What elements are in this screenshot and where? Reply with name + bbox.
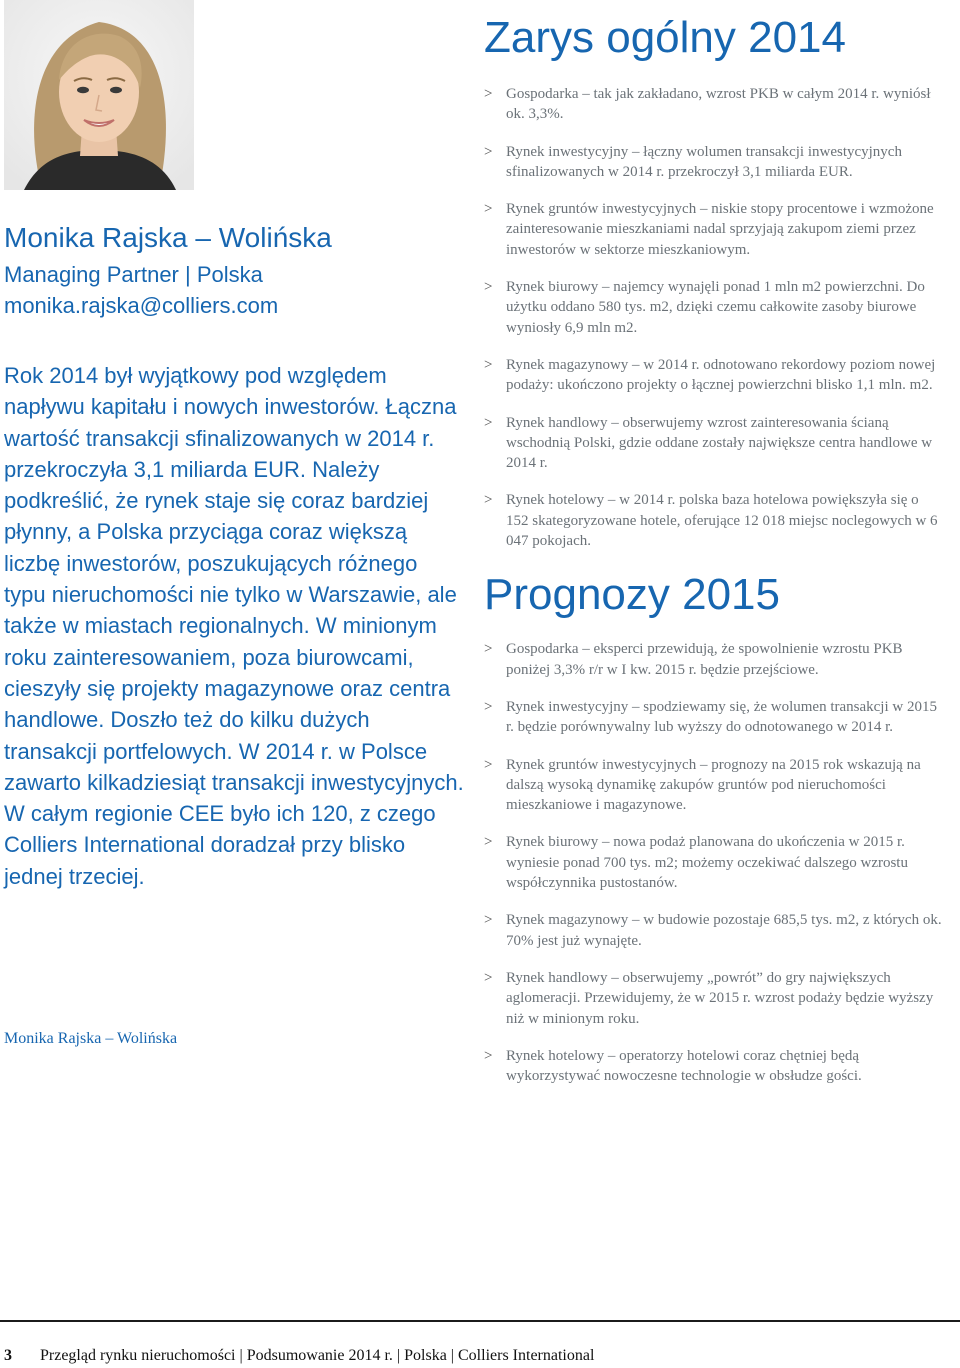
forecast-title: Prognozy 2015 (484, 570, 780, 620)
bullet-arrow-icon: > (484, 414, 493, 431)
bullet-arrow-icon: > (484, 279, 493, 296)
portrait-photo (4, 0, 194, 190)
profile-role: Managing Partner | Polska (4, 262, 263, 287)
bullet-arrow-icon: > (484, 143, 493, 160)
overview-title: Zarys ogólny 2014 (484, 13, 846, 62)
list-item: > Gospodarka – eksperci przewidują, że spowolnienie wzrostu PKB poniżej 3,3% r/r w I kw. 2015 r. będzie przejściowe. (484, 641, 903, 678)
list-item: > Gospodarka – tak jak zakładano, wzrost PKB w całym 2014 r. wyniósł ok. 3,3%. (484, 86, 931, 123)
list-item: > Rynek inwestycyjny – łączny wolumen transakcji inwestycyjnych sfinalizowanych w 2014 r. przekroczył 3,1 miliarda EUR. (484, 143, 902, 180)
list-item: > Rynek magazynowy – w 2014 r. odnotowano rekordowy poziom nowej podaży: ukończono projekty o łącznej powierzchni blisko 1,1 mln. m2. (484, 356, 936, 394)
bullet-arrow-icon: > (484, 201, 493, 218)
right-column (484, 12, 944, 1103)
page-number: 3 (4, 1347, 12, 1364)
forecast-list (484, 639, 944, 1086)
bullet-arrow-icon: > (484, 834, 493, 851)
quote-text: Rok 2014 był wyjątkowy pod względem napływu kapitału i nowych inwestorów. Łączna wartość transakcji sfinalizowanych w 2014 r. przekroczyła 3,1 miliarda EUR. Należy podkreślić, że rynek staje się coraz bardziej płynny, a Polska przyciąga coraz większą liczbę inwestorów, poszukujących różnego typu nieruchomości nie tylko w Warszawie, ale także w miastach regionalnych. W minionym roku zainteresowaniem, poza biurowcami, cieszyły się projekty magazynowe oraz centra handlowe. Doszło też do kilku dużych transakcji portfelowych. W 2014 r. w Polsce zawarto kilkadziesiąt transakcji inwestycyjnych. W całym regionie CEE było ich 120, z czego Colliers International doradzał przy blisko jednej trzeciej. (4, 363, 464, 889)
bullet-arrow-icon: > (484, 641, 493, 658)
list-item: > Rynek magazynowy – w budowie pozostaje 685,5 tys. m2, z których ok. 70% jest już wynajęte. (484, 912, 942, 949)
footer-divider (0, 1320, 960, 1322)
portrait-illustration (4, 0, 194, 190)
list-item: > Rynek inwestycyjny – spodziewamy się, że wolumen transakcji w 2015 r. będzie porównywalny lub wyższy do odnotowanego w 2014 r. (484, 698, 937, 736)
bullet-arrow-icon: > (484, 756, 493, 773)
bullet-arrow-icon: > (484, 356, 493, 373)
bullet-arrow-icon: > (484, 1047, 493, 1064)
profile-email[interactable]: monika.rajska@colliers.com (4, 293, 279, 318)
list-item: > Rynek hotelowy – operatorzy hotelowi coraz chętniej będą wykorzystywać nowoczesne technologie w obsłudze gości. (484, 1047, 862, 1085)
bullet-arrow-icon: > (484, 698, 493, 715)
list-item: > Rynek biurowy – nowa podaż planowana do ukończenia w 2015 r. wyniesie ponad 700 tys. m2; możemy oczekiwać dalszego wzrostu współczynnika pustostanów. (484, 834, 908, 892)
list-item: > Rynek handlowy – obserwujemy wzrost zainteresowania ścianą wschodnią Polski, gdzie oddane zostały największe centra handlowe w 2014 r. (484, 414, 933, 472)
list-item: > Rynek hotelowy – w 2014 r. polska baza hotelowa powiększyła się o 152 skategoryzowane hotele, oferujące 12 018 miejsc noclegowych w 6 047 pokojach. (484, 492, 938, 550)
bullet-arrow-icon: > (484, 492, 493, 509)
list-item: > Rynek gruntów inwestycyjnych – prognozy na 2015 rok wskazują na dalszą wysoką dynamikę zakupów gruntów pod nieruchomości mieszkaniowe i magazynowe. (484, 756, 921, 814)
footer-text: Przegląd rynku nieruchomości | Podsumowanie 2014 r. | Polska | Colliers International (40, 1347, 595, 1364)
list-item: > Rynek gruntów inwestycyjnych – niskie stopy procentowe i wzmożone zainteresowanie mieszkaniami nadal sprzyjają zakupom ziemi przez inwestorów w sektorze mieszkaniowym. (484, 201, 934, 258)
bullet-arrow-icon: > (484, 969, 493, 986)
profile-name: Monika Rajska – Wolińska (4, 222, 332, 253)
list-item: > Rynek biurowy – najemcy wynajęli ponad 1 mln m2 powierzchni. Do użytku oddano 580 tys. m2, dzięki czemu całkowite zasoby biurowe wyniosły 6,9 mln m2. (484, 279, 925, 336)
page-footer (4, 1347, 594, 1365)
list-item: > Rynek handlowy – obserwujemy „powrót” do gry największych aglomeracji. Przewidujemy, że w 2015 r. wzrost podaży będzie wyższy niż w minionym roku. (484, 969, 934, 1027)
pull-quote (4, 360, 464, 892)
bullet-arrow-icon: > (484, 912, 493, 929)
overview-list (484, 84, 944, 551)
bullet-arrow-icon: > (484, 86, 493, 102)
quote-signature: Monika Rajska – Wolińska (4, 1030, 178, 1047)
